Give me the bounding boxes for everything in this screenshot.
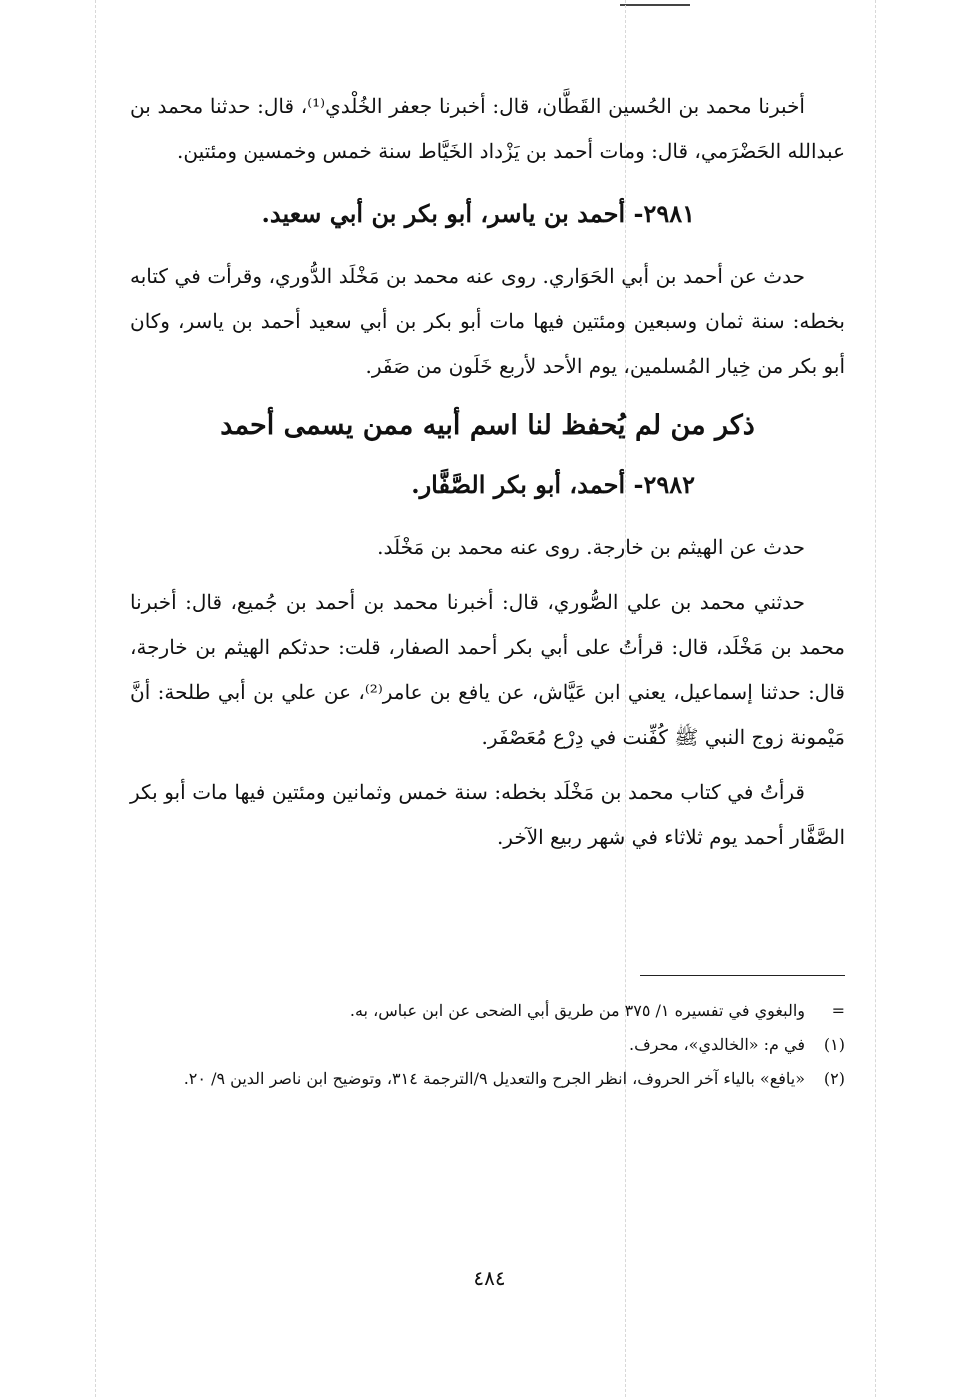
footnote-mark: = xyxy=(831,1001,845,1020)
main-text xyxy=(130,84,845,860)
scan-artifact-line xyxy=(875,0,876,1397)
footnote-mark: (١) xyxy=(823,1035,845,1054)
paragraph-2: حدث عن أحمد بن أبي الحَوَاري. روى عنه محمد بن مَخْلَد الدُّوري، وقرأت في كتابه بخطه: سنة ثمان وسبعين ومئتين فيها مات أبو بكر بن أبي سعيد أحمد بن ياسر، وكان أبو بكر من خِيار المُسلمين، يوم الأحد لأربع خَلَون من صَفَر. xyxy=(130,264,845,378)
footnote-mark: (٢) xyxy=(823,1069,845,1088)
footnote-text: في م: «الخالدي»، محرف. xyxy=(629,1035,805,1054)
scan-top-mark xyxy=(620,4,690,6)
footnote-1 xyxy=(130,1028,845,1062)
entry-2981-title: ٢٩٨١- أحمد بن ياسر، أبو بكر بن أبي سعيد. xyxy=(261,199,695,228)
footnote-separator xyxy=(640,975,845,976)
footnote-2 xyxy=(130,1062,845,1096)
scan-artifact-line xyxy=(95,0,96,1397)
paragraph-3: حدث عن الهيثم بن خارجة. روى عنه محمد بن مَخْلَد. xyxy=(377,535,805,559)
entry-2982-title: ٢٩٨٢- أحمد، أبو بكر الصَّفَّار. xyxy=(411,470,695,499)
footnote-continued xyxy=(130,994,845,1028)
footnote-text: والبغوي في تفسيره ١/ ٣٧٥ من طريق أبي الضحى عن ابن عباس، به. xyxy=(349,1001,805,1020)
footnote-text: «يافع» بالياء آخر الحروف، انظر الجرح والتعديل ٩/الترجمة ٣١٤، وتوضيح ابن ناصر الدين ٩/ ٢٠. xyxy=(183,1069,805,1088)
section-heading: ذكر من لم يُحفظ لنا اسم أبيه ممن يسمى أحمد xyxy=(220,410,755,441)
paragraph-1: أخبرنا محمد بن الحُسين القَطَّان، قال: أخبرنا جعفر الخُلْدي⁽¹⁾، قال: حدثنا محمد بن عبدالله الحَضْرَمي، قال: ومات أحمد بن يَزْداد الخَيَّاط سنة خمس وخمسين ومئتين. xyxy=(130,94,845,163)
footnotes xyxy=(130,994,845,1096)
paragraph-5: قرأتُ في كتاب محمد بن مَخْلَد بخطه: سنة خمس وثمانين ومئتين فيها مات أبو بكر الصَّفَّار أحمد يوم ثلاثاء في شهر ربيع الآخر. xyxy=(130,780,845,849)
paragraph-4: حدثني محمد بن علي الصُّوري، قال: أخبرنا محمد بن أحمد بن جُميع، قال: أخبرنا محمد بن مَخْلَد، قال: قرأتُ على أبي بكر أحمد الصفار، قلت: حدثكم الهيثم بن خارجة، قال: حدثنا إسماعيل، يعني ابن عَيَّاش، عن يافع بن عامر⁽²⁾، عن علي بن أبي طلحة: أنَّ مَيْمونة زوج النبي ﷺ كُفِّنت في دِرْع مُعَصْفَر. xyxy=(130,590,845,749)
page-number: ٤٨٤ xyxy=(473,1266,506,1290)
